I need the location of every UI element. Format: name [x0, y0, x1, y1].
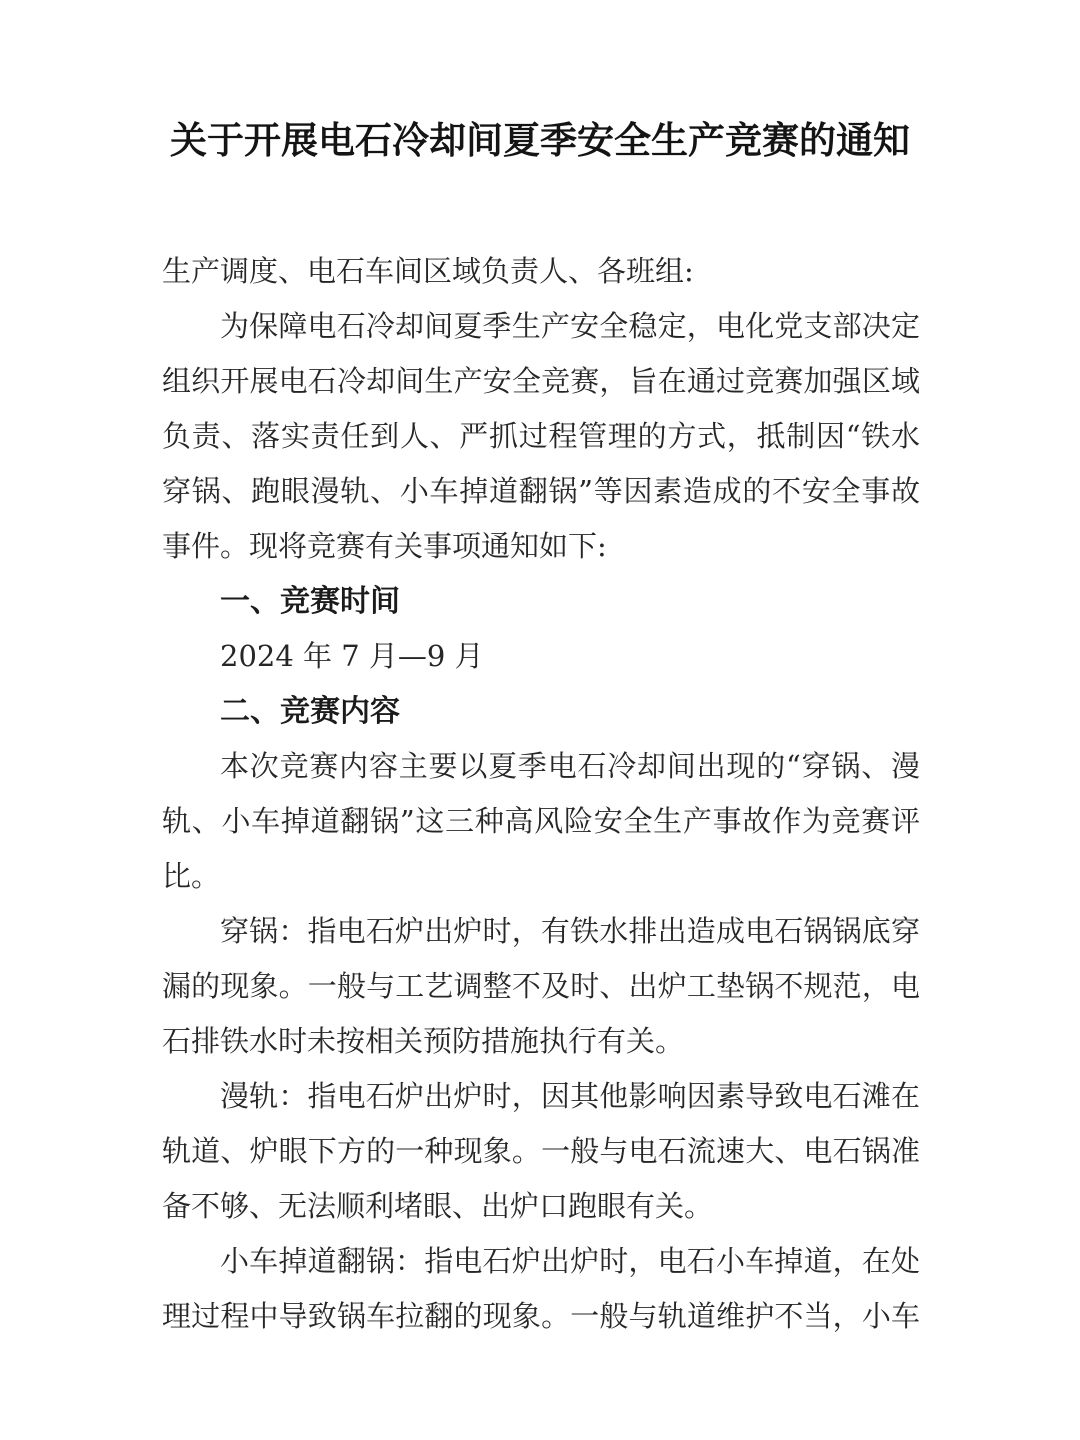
paragraph [162, 629, 920, 684]
doc-line: 穿锅、跑眼漫轨、小车掉道翻锅”等因素造成的不安全事故 [162, 474, 920, 508]
salutation [162, 244, 920, 299]
doc-line: 石排铁水时未按相关预防措施执行有关。 [162, 1024, 685, 1058]
doc-line: 漫轨：指电石炉出炉时，因其他影响因素导致电石滩在 [220, 1079, 920, 1113]
paragraph [162, 1069, 920, 1234]
doc-line: 轨道、炉眼下方的一种现象。一般与电石流速大、电石锅准 [162, 1134, 920, 1168]
paragraph [162, 904, 920, 1069]
doc-line: 生产调度、电石车间区域负责人、各班组: [162, 254, 694, 288]
paragraph [162, 299, 920, 574]
doc-line: 负责、落实责任到人、严抓过程管理的方式，抵制因“铁水 [162, 419, 920, 453]
doc-line: 漏的现象。一般与工艺调整不及时、出炉工垫锅不规范，电 [162, 969, 920, 1003]
doc-line: 2024 年 7 月—9 月 [220, 639, 484, 673]
doc-line: 小车掉道翻锅：指电石炉出炉时，电石小车掉道，在处 [220, 1244, 920, 1278]
section-heading [162, 684, 920, 739]
doc-line: 一、竞赛时间 [220, 584, 400, 619]
doc-line: 轨、小车掉道翻锅”这三种高风险安全生产事故作为竞赛评 [162, 804, 920, 838]
doc-line: 本次竞赛内容主要以夏季电石冷却间出现的“穿锅、漫 [220, 749, 920, 783]
doc-line: 备不够、无法顺利堵眼、出炉口跑眼有关。 [162, 1189, 714, 1223]
paragraph [162, 1234, 920, 1344]
doc-line: 为保障电石冷却间夏季生产安全稳定，电化党支部决定 [220, 309, 920, 343]
doc-line: 比。 [162, 859, 221, 893]
doc-line: 穿锅：指电石炉出炉时，有铁水排出造成电石锅锅底穿 [220, 914, 920, 948]
document-title: 关于开展电石冷却间夏季安全生产竞赛的通知 [170, 118, 910, 162]
doc-line: 事件。现将竞赛有关事项通知如下: [162, 529, 607, 563]
doc-line: 理过程中导致锅车拉翻的现象。一般与轨道维护不当，小车 [162, 1299, 920, 1333]
section-heading [162, 574, 920, 629]
paragraph [162, 739, 920, 904]
document-body [162, 244, 920, 1344]
doc-line: 组织开展电石冷却间生产安全竞赛，旨在通过竞赛加强区域 [162, 364, 920, 398]
doc-line: 二、竞赛内容 [220, 694, 400, 729]
